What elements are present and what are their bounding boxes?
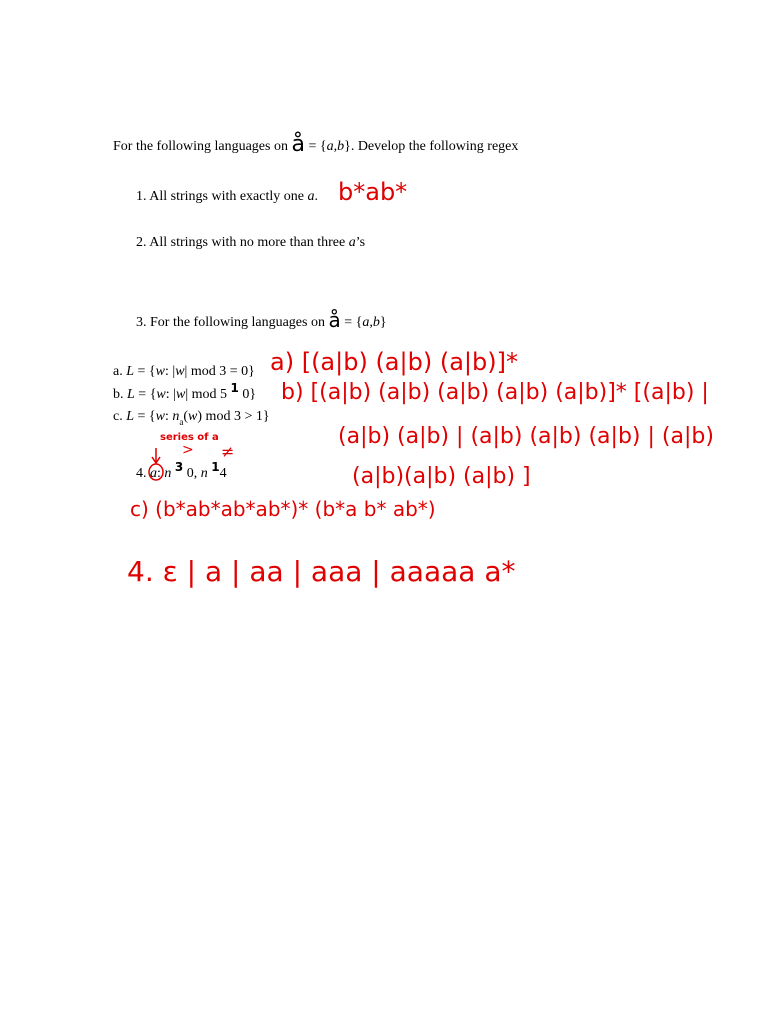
question-1: 1. All strings with exactly one a. <box>136 189 318 204</box>
answer-b-line-1: b) [(a|b) (a|b) (a|b) (a|b) (a|b)]* [(a|b) | <box>281 380 709 405</box>
heading: For the following languages on å = {a,b}. Develop the following regex <box>113 132 519 157</box>
symbol-glyph: 1 <box>211 460 220 474</box>
sigma-symbol: å <box>328 308 341 332</box>
answer-4: 4. ε | a | aa | aaa | aaaaa a* <box>127 555 516 588</box>
answer-c: c) (b*ab*ab*ab*)* (b*a b* ab*) <box>130 497 436 521</box>
symbol-glyph: 1 <box>230 381 239 395</box>
annotation-neq: ≠ <box>221 442 235 461</box>
answer-b-line-2: (a|b) (a|b) | (a|b) (a|b) (a|b) | (a|b) <box>338 424 714 449</box>
sigma-symbol: å <box>291 132 305 157</box>
part-c: c. L = {w: $n_a(w)$ mod 3 > 1} <box>113 409 270 427</box>
question-3: 3. For the following languages on å = {a,b} <box>136 308 387 332</box>
question-4: 4. a: n 3 0, n 14 <box>136 460 227 481</box>
circle-mark <box>149 464 163 480</box>
symbol-glyph: 3 <box>174 460 184 474</box>
arrow-mark <box>152 448 160 463</box>
annotation-series-of-a: series of a <box>160 432 219 443</box>
answer-a: a) [(a|b) (a|b) (a|b)]* <box>270 348 518 376</box>
part-a: a. L = {w: |w| mod 3 = 0} <box>113 364 255 379</box>
annotation-gt: > <box>182 442 194 458</box>
answer-b-line-3: (a|b)(a|b) (a|b) ] <box>352 464 531 489</box>
answer-1: b*ab* <box>338 178 408 206</box>
part-b: b. L = {w: |w| mod 5 1 0} <box>113 381 257 402</box>
question-2: 2. All strings with no more than three a’s <box>136 235 366 250</box>
